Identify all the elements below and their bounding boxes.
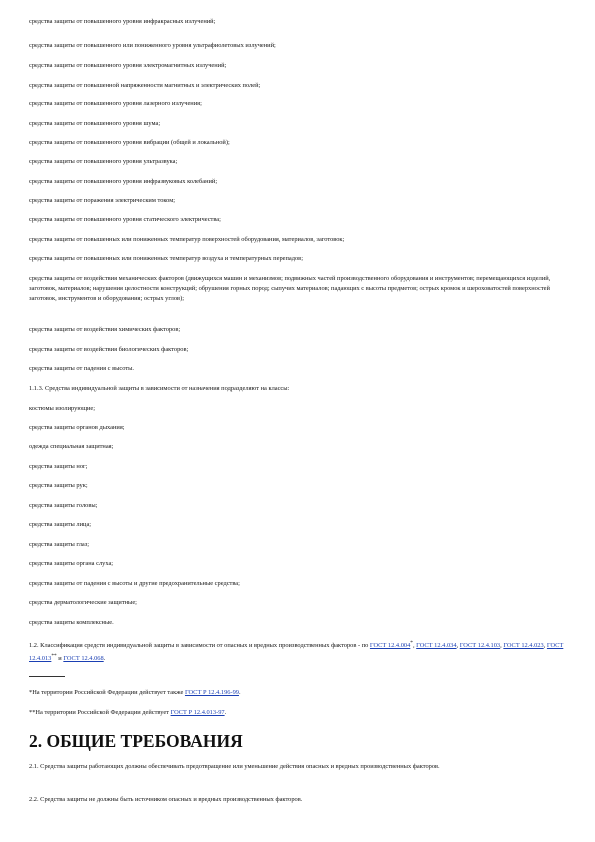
class-item: средства защиты головы; [29,502,98,509]
section-heading: 2. ОБЩИЕ ТРЕБОВАНИЯ [29,731,243,751]
class-item: средства защиты органа слуха; [29,560,114,567]
footnote-mark: ** [51,653,57,660]
paragraph-2-2: 2.2. Средства защиты не должны быть источником опасных и вредных производственных факторов. [29,796,303,803]
class-item: средства защиты глаз; [29,541,90,548]
class-item: средства защиты органов дыхания; [29,424,125,431]
class-item: одежда специальная защитная; [29,443,114,450]
footnote-1-text: *На территории Российской Федерации действует также [29,689,185,696]
separator: , [456,642,460,650]
class-item: средства защиты от падения с высоты и другие предохранительные средства; [29,580,240,587]
list-item: средства защиты от повышенного уровня шума; [29,120,161,127]
list-item: средства защиты от воздействия химических факторов; [29,326,181,333]
list-item: средства защиты от повышенного уровня ультразвука; [29,158,178,165]
gost-12-4-103-link[interactable]: ГОСТ 12.4.103 [459,642,501,650]
class-item: средства защиты рук; [29,482,88,489]
footnote-mark: * [410,640,413,646]
paragraph-1-2 [29,638,569,664]
gost-12-4-004-link[interactable]: ГОСТ 12.4.004 [369,642,411,650]
period: . [103,655,106,663]
list-item: средства защиты от повышенного уровня инфракрасных излучений; [29,18,216,25]
gost-r-12-4-013-97-link[interactable]: ГОСТ Р 12.4.013-97 [170,709,225,716]
list-item: средства защиты от повышенного уровня лазерного излучения; [29,100,202,107]
footnote-divider [29,676,65,677]
separator: , [543,642,547,650]
list-item: средства защиты от повышенного или пониженного уровня ультрафиолетовых излучений; [29,42,276,49]
gost-12-4-013-link[interactable]: ГОСТ 12.4.013 [29,642,564,663]
footnote-2 [29,708,569,718]
paragraph-1-2-text: 1.2. Классификация средств индивидуальной защиты в зависимости от опасных и вредных производственных факторов - по [29,642,370,650]
list-item: средства защиты от повышенных или пониженных температур воздуха и температурных перепадов; [29,255,303,262]
class-item: костюмы изолирующие; [29,405,96,412]
footnote-1 [29,688,569,698]
paragraph-1-1-3: 1.1.3. Средства индивидуальной защиты в зависимости от назначения подразделяют на классы: [29,385,290,392]
gost-r-12-4-196-99-link[interactable]: ГОСТ Р 12.4.196-99 [184,689,239,696]
list-item: средства защиты от повышенного уровня электромагнитных излучений; [29,62,227,69]
class-item: средства защиты лица; [29,521,92,528]
list-item: средства защиты от воздействия механических факторов (движущихся машин и механизмов; подвижных частей производственного оборудования и инструментов; перемещающихся изделий, заготовок, материалов; нарушения целостности конструкций; обрушения горных пород; сыпучих материалов; падающих с высоты предметов; острых кромок и шероховатостей поверхностей заготовок, инструментов и оборудования; острых углов); [29,275,551,302]
class-item: средства дерматологические защитные; [29,599,137,606]
gost-12-4-034-link[interactable]: ГОСТ 12.4.034 [416,642,457,650]
period: . [224,709,227,716]
class-item: средства защиты ног; [29,463,88,470]
list-item: средства защиты от повышенных или пониженных температур поверхностей оборудования, материалов, заготовок; [29,236,345,243]
footnote-2-text: **На территории Российской Федерации действует [29,709,171,716]
gost-12-4-023-link[interactable]: ГОСТ 12.4.023 [503,642,544,650]
conjunction: и [56,655,64,663]
list-item: средства защиты от поражения электрическим током; [29,197,176,204]
list-item: средства защиты от повышенного уровня статического электричества; [29,216,221,223]
period: . [238,689,241,696]
class-item: средства защиты комплексные. [29,619,114,626]
list-item: средства защиты от повышенной напряженности магнитных и электрических полей; [29,82,261,89]
list-item: средства защиты от повышенного уровня вибрации (общей и локальной); [29,139,230,146]
separator: , [412,642,417,650]
separator: , [500,642,504,650]
list-item: средства защиты от воздействия биологических факторов; [29,346,189,353]
list-item: средства защиты от повышенного уровня инфразвуковых колебаний; [29,178,218,185]
list-item: средства защиты от падения с высоты. [29,365,135,372]
gost-12-4-068-link[interactable]: ГОСТ 12.4.068 [63,655,104,663]
paragraph-2-1: 2.1. Средства защиты работающих должны обеспечивать предотвращение или уменьшение действия опасных и вредных производственных факторов. [29,763,440,770]
